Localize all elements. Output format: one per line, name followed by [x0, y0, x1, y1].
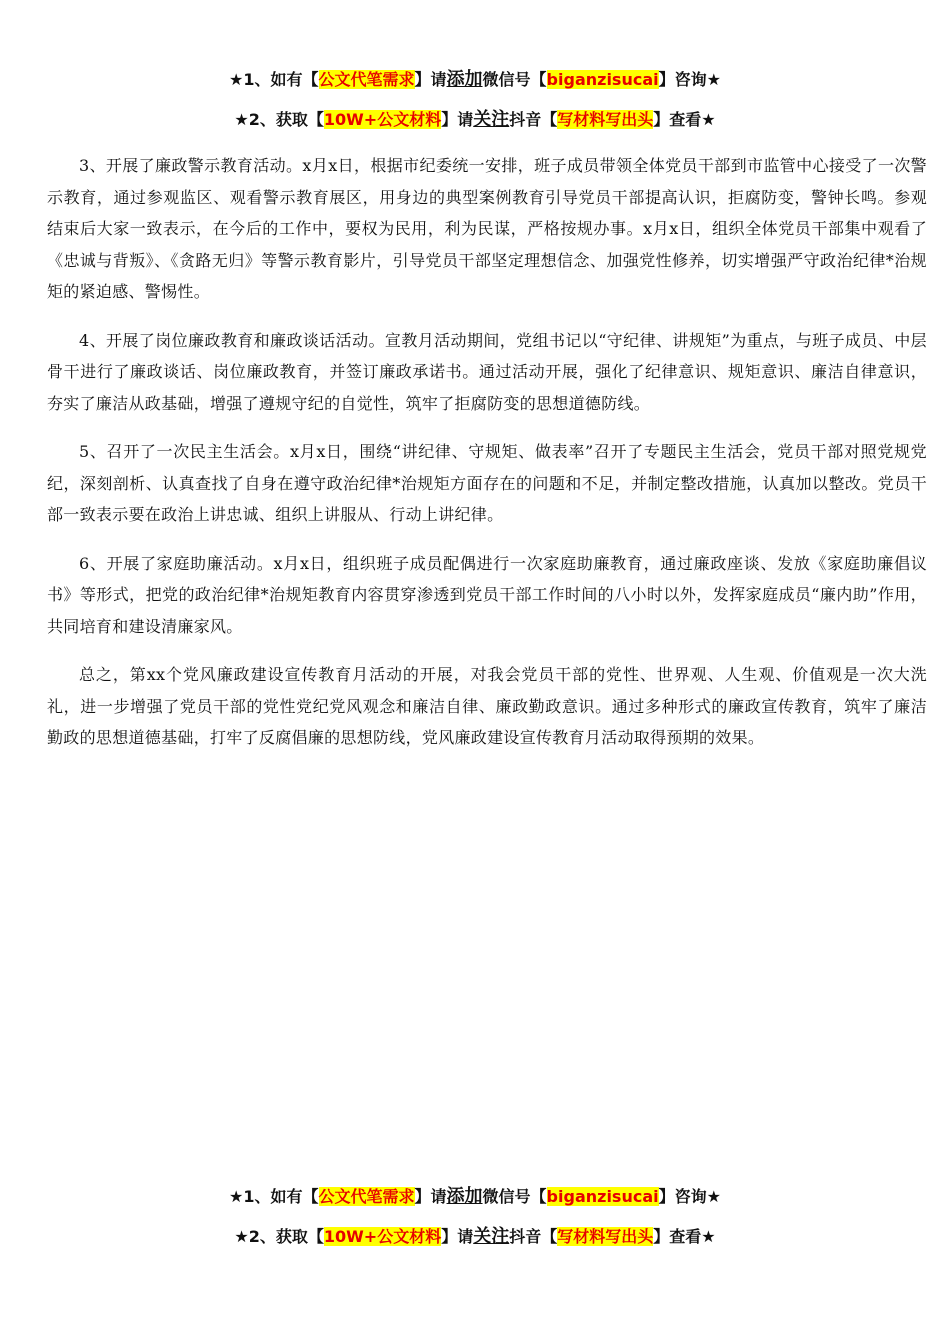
highlight-service: 公文代笔需求 [318, 1187, 415, 1206]
banner-text: 】查看★ [653, 1227, 716, 1246]
banner-text: 】请 [414, 70, 447, 89]
underlined-follow: 关注 [473, 1226, 510, 1247]
banner-text: ★1、如有【 [229, 70, 319, 89]
highlight-service: 公文代笔需求 [318, 70, 415, 89]
paragraph-5: 5、召开了一次民主生活会。x月x日，围绕“讲纪律、守规矩、做表率”召开了专题民主生活会，党员干部对照党规党纪，深刻剖析、认真查找了自身在遵守政治纪律*治规矩方面存在的问题和不足，并制定整改措施，认真加以整改。党员干部一致表示要在政治上讲忠诚、组织上讲服从、行动上讲纪律。 [47, 442, 927, 524]
banner-text: 】咨询★ [658, 1187, 721, 1206]
paragraph-summary: 总之，第xx个党风廉政建设宣传教育月活动的开展，对我会党员干部的党性、世界观、人生观、价值观是一次大洗礼，进一步增强了党员干部的党性党纪党风观念和廉洁自律、廉政勤政意识。通过多种形式的廉政宣传教育，筑牢了廉洁勤政的思想道德基础，打牢了反腐倡廉的思想防线，党风廉政建设宣传教育月活动取得预期的效果。 [47, 665, 927, 747]
highlight-douyin-name: 写材料写出头 [557, 1227, 654, 1246]
underlined-add: 添加 [446, 69, 483, 90]
highlight-materials: 10W+公文材料 [323, 110, 442, 129]
paragraph-3: 3、开展了廉政警示教育活动。x月x日，根据市纪委统一安排，班子成员带领全体党员干部到市监管中心接受了一次警示教育，通过参观监区、观看警示教育展区，用身边的典型案例教育引导党员干部提高认识，拒腐防变，警钟长鸣。参观结束后大家一致表示，在今后的工作中，要权为民用，利为民谋，严格按规办事。x月x日，组织全体党员干部集中观看了《忠诚与背叛》、《贪路无归》等警示教育影片，引导党员干部坚定理想信念、加强党性修养，切实增强严守政治纪律*治规矩的紧迫感、警惕性。 [47, 156, 927, 301]
highlight-materials: 10W+公文材料 [323, 1227, 442, 1246]
banner-text: ★2、获取【 [234, 1227, 324, 1246]
paragraph-4: 4、开展了岗位廉政教育和廉政谈话活动。宣教月活动期间，党组书记以“守纪律、讲规矩”为重点，与班子成员、中层骨干进行了廉政谈话、岗位廉政教育，并签订廉政承诺书。通过活动开展，强化了纪律意识、规矩意识、廉洁自律意识，夯实了廉洁从政基础，增强了遵规守纪的自觉性，筑牢了拒腐防变的思想道德防线。 [47, 330, 927, 413]
banner-text: 】咨询★ [658, 70, 721, 89]
header-banner-line-2 [0, 106, 950, 134]
header-banner-line-1 [0, 66, 950, 94]
footer-banner-line-2 [0, 1223, 950, 1251]
banner-text: ★1、如有【 [229, 1187, 319, 1206]
banner-text: ★2、获取【 [234, 110, 324, 129]
document-body [47, 150, 927, 771]
underlined-add: 添加 [446, 1186, 483, 1207]
banner-text: 】请 [441, 1227, 474, 1246]
paragraph-6: 6、开展了家庭助廉活动。x月x日，组织班子成员配偶进行一次家庭助廉教育，通过廉政座谈、发放《家庭助廉倡议书》等形式，把党的政治纪律*治规矩教育内容贯穿渗透到党员干部工作时间的八小时以外，发挥家庭成员“廉内助”作用，共同培育和建设清廉家风。 [47, 553, 927, 636]
underlined-follow: 关注 [473, 109, 510, 130]
banner-text: 】请 [414, 1187, 447, 1206]
banner-text: 微信号【 [482, 70, 547, 89]
footer-banner [0, 1183, 950, 1263]
banner-text: 微信号【 [482, 1187, 547, 1206]
highlight-douyin-name: 写材料写出头 [557, 110, 654, 129]
footer-banner-line-1 [0, 1183, 950, 1211]
highlight-wechat-id: biganzisucai [546, 1187, 659, 1206]
banner-text: 抖音【 [509, 110, 558, 129]
banner-text: 】请 [441, 110, 474, 129]
banner-text: 抖音【 [509, 1227, 558, 1246]
highlight-wechat-id: biganzisucai [546, 70, 659, 89]
banner-text: 】查看★ [653, 110, 716, 129]
header-banner [0, 66, 950, 146]
